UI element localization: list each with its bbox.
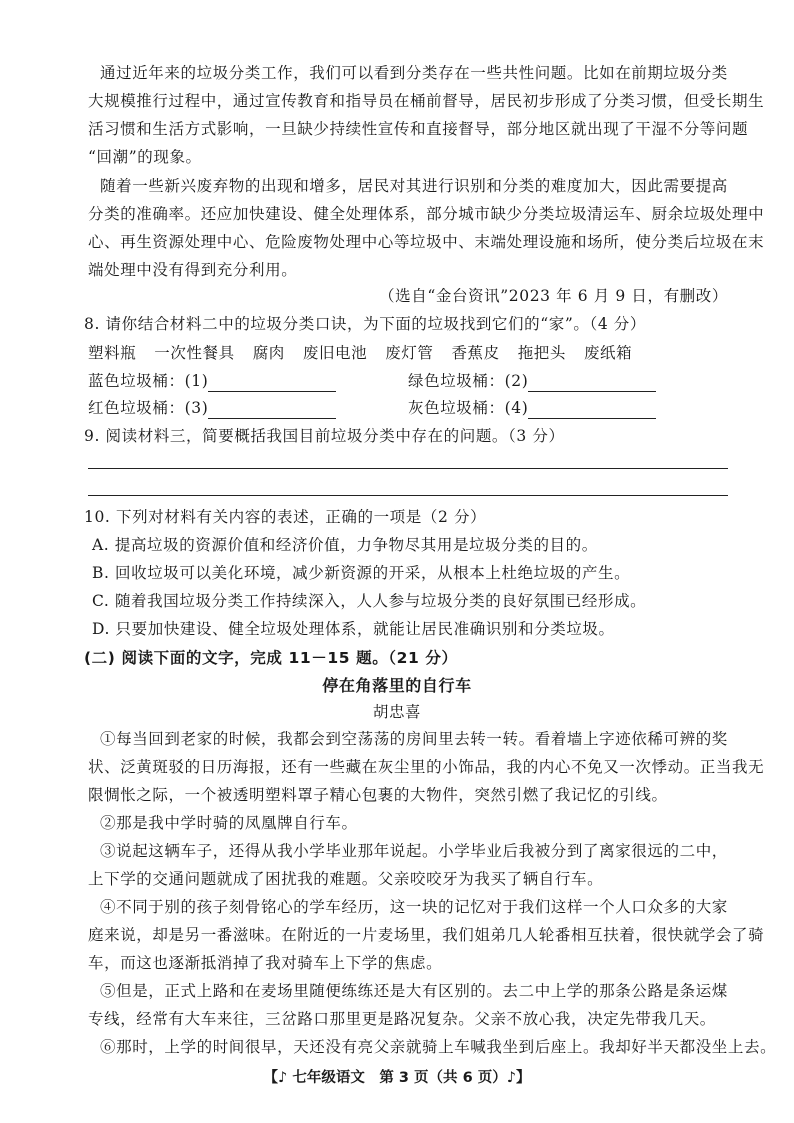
passage-line: 心、再生资源处理中心、危险废物处理中心等垃圾中、末端处理设施和场所，使分类后垃圾在末 [88,233,765,251]
option-c: C. 随着我国垃圾分类工作持续深入，人人参与垃圾分类的良好氛围已经形成。 [92,592,647,610]
article-line: 专线，经常有大车来往，三岔路口那里更是路况复杂。父亲不放心我，决定先带我几天。 [88,1010,716,1028]
question-8-stem: 8. 请你结合材料二中的垃圾分类口诀，为下面的垃圾找到它们的“家”。（4 分） [84,315,647,333]
answer-line[interactable] [88,495,728,496]
question-10-stem: 10. 下列对材料有关内容的表述，正确的一项是（2 分） [84,508,487,526]
bin-label-gray: 灰色垃圾桶：(4) [408,399,529,417]
garbage-item: 废纸箱 [583,344,633,362]
passage-line: 分类的准确率。还应加快建设、健全处理体系，部分城市缺少分类垃圾清运车、厨余垃圾处理中 [88,205,765,223]
question-9-stem: 9. 阅读材料三，简要概括我国目前垃圾分类中存在的问题。（3 分） [84,427,565,445]
article-line: ②那是我中学时骑的凤凰牌自行车。 [100,814,358,832]
passage-line: 随着一些新兴废弃物的出现和增多，居民对其进行识别和分类的难度加大，因此需要提高 [100,177,728,195]
garbage-item-list [88,341,645,363]
passage-line: 通过近年来的垃圾分类工作，我们可以看到分类存在一些共性问题。比如在前期垃圾分类 [100,64,728,82]
bin-answer-row [408,397,656,419]
garbage-item: 一次性餐具 [154,344,235,362]
answer-blank-3[interactable] [208,402,336,419]
bin-label-red: 红色垃圾桶：(3) [88,399,209,417]
bin-label-blue: 蓝色垃圾桶：(1) [88,372,209,390]
garbage-item: 香蕉皮 [451,344,500,362]
article-line: ③说起这辆车子，还得从我小学毕业那年说起。小学毕业后我被分到了离家很远的二中， [100,842,728,860]
source-note: （选自“金台资讯”2023 年 6 月 9 日，有删改） [379,287,728,305]
article-line: ④不同于别的孩子刻骨铭心的学车经历，这一块的记忆对于我们这样一个人口众多的大家 [100,898,728,916]
bin-label-green: 绿色垃圾桶：(2) [408,372,529,390]
article-title: 停在角落里的自行车 [322,676,472,695]
article-line: 限惆怅之际，一个被透明塑料罩子精心包裹的大物件，突然引燃了我记忆的引线。 [88,786,668,804]
article-author: 胡忠喜 [372,703,422,721]
garbage-item: 废旧电池 [302,344,368,362]
bin-answer-row [88,370,336,392]
passage-line: “回潮”的现象。 [88,148,202,166]
article-line: ⑤但是，正式上路和在麦场里随便练练还是大有区别的。去二中上学的那条公路是条运煤 [100,982,728,1000]
article-line: 庭来说，却是另一番滋味。在附近的一片麦场里，我们姐弟几人轮番相互扶着，很快就学会了骑 [88,926,765,944]
article-line: ①每当回到老家的时候，我都会到空荡荡的房间里去转一转。看着墙上字迹依稀可辨的奖 [100,730,728,748]
garbage-item: 腐肉 [252,344,285,362]
bin-answer-row [408,370,656,392]
option-b: B. 回收垃圾可以美化环境，减少新资源的开采，从根本上杜绝垃圾的产生。 [92,564,631,582]
passage-line: 活习惯和生活方式影响，一旦缺少持续性宣传和直接督导，部分地区就出现了干湿不分等问题 [88,120,749,138]
option-d: D. 只要加快建设、健全垃圾处理体系，就能让居民准确识别和分类垃圾。 [92,620,615,638]
passage-line: 大规模推行过程中，通过宣传教育和指导员在桶前督导，居民初步形成了分类习惯，但受长期生 [88,92,765,110]
option-a: A. 提高垃圾的资源价值和经济价值，力争物尽其用是垃圾分类的目的。 [92,536,598,554]
answer-blank-4[interactable] [528,402,656,419]
bin-answer-row [88,397,336,419]
article-line: ⑥那时，上学的时间很早，天还没有亮父亲就骑上车喊我坐到后座上。我却好半天都没坐上去。 [100,1038,777,1056]
section-heading: (二) 阅读下面的文字，完成 11－15 题。（21 分） [84,649,458,667]
garbage-item: 塑料瓶 [88,344,137,362]
passage-line: 端处理中没有得到充分利用。 [88,261,298,279]
answer-blank-2[interactable] [528,375,656,392]
garbage-item: 拖把头 [517,344,566,362]
garbage-item: 废灯管 [385,344,434,362]
article-line: 车，而这也逐渐抵消掉了我对骑车上下学的焦虑。 [88,954,443,972]
article-line: 状、泛黄斑驳的日历海报，还有一些藏在灰尘里的小饰品，我的内心不免又一次悸动。正当我无 [88,758,765,776]
page-footer: 【♪ 七年级语文 第 3 页（共 6 页）♪】 [263,1070,531,1086]
answer-line[interactable] [88,468,728,469]
article-line: 上下学的交通问题就成了困扰我的难题。父亲咬咬牙为我买了辆自行车。 [88,870,604,888]
answer-blank-1[interactable] [208,375,336,392]
